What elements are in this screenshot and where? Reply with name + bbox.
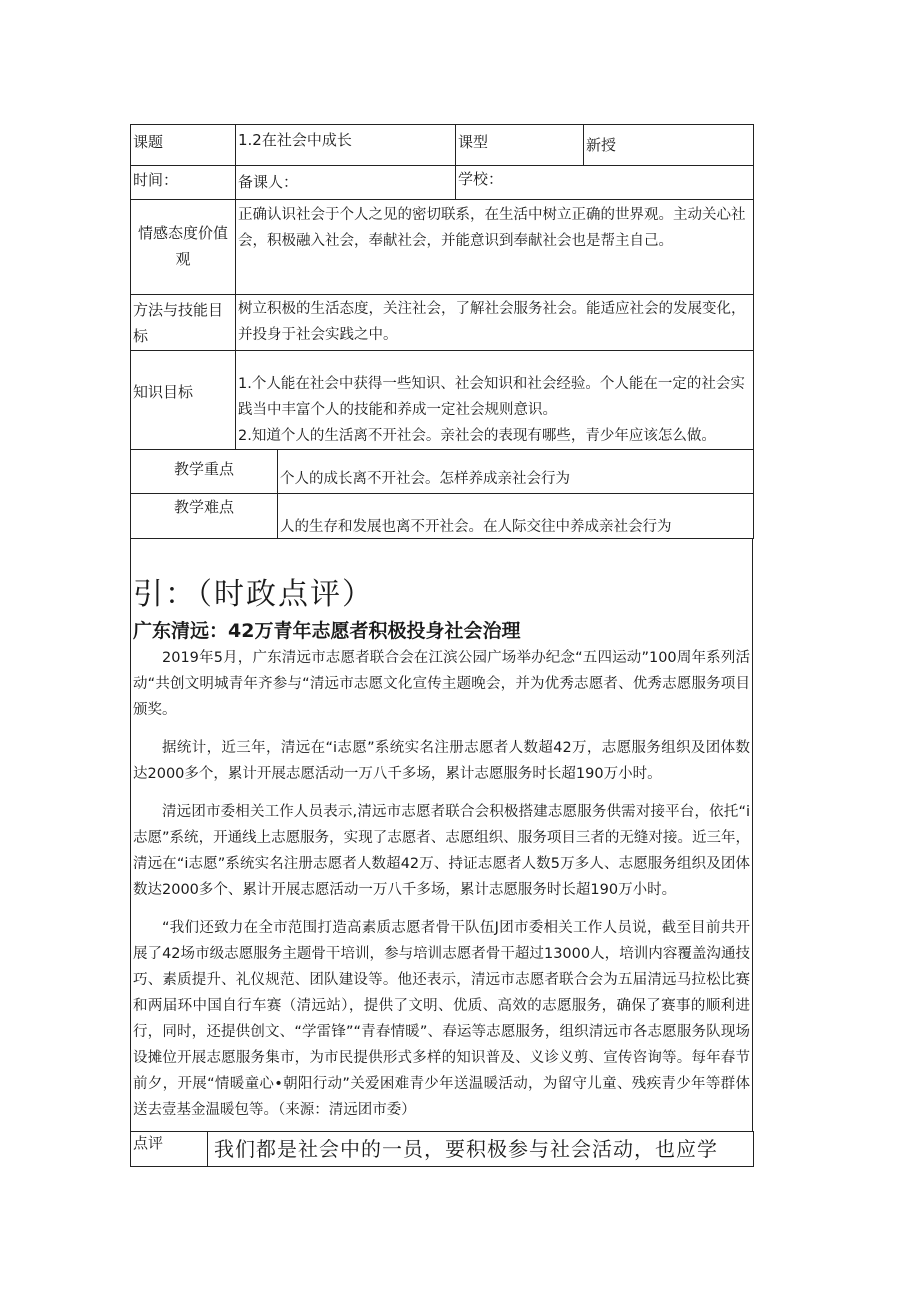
news-paragraph: 据统计，近三年，清远在“i志愿”系统实名注册志愿者人数超42万，志愿服务组织及团体数达2000多个，累计开展志愿活动一万八千多场，累计志愿服务时长超190万小时。 <box>133 740 750 782</box>
difficulty-label: 教学难点 <box>131 494 278 539</box>
row-method <box>131 295 754 351</box>
row-knowledge <box>131 351 754 450</box>
row-key-point <box>131 450 754 494</box>
key-point-text: 个人的成长离不开社会。怎样养成亲社会行为 <box>278 450 754 494</box>
difficulty-text: 人的生存和发展也离不开社会。在人际交往中养成亲社会行为 <box>278 494 754 539</box>
comment-text: 我们都是社会中的一员，要积极参与社会活动，也应学 <box>208 1132 754 1167</box>
row-subject <box>131 125 754 166</box>
knowledge-item-1: 1.个人能在社会中获得一些知识、社会知识和社会经验。个人能在一定的社会实践当中丰富个人的技能和养成一定社会规则意识。 <box>238 376 745 418</box>
row-emotion <box>131 200 754 295</box>
subject-value: 1.2在社会中成长 <box>236 125 456 166</box>
knowledge-item-2: 2.知道个人的生活离不开社会。亲社会的表现有哪些，青少年应该怎么做。 <box>238 428 716 444</box>
subject-label: 课题 <box>131 125 236 166</box>
intro-heading: 引：（时政点评） <box>133 577 374 612</box>
lesson-plan-page <box>130 124 753 1167</box>
comment-label: 点评 <box>131 1132 208 1167</box>
time-label: 时间： <box>131 166 236 200</box>
row-time <box>131 166 754 200</box>
emotion-text: 正确认识社会于个人之见的密切联系，在生活中树立正确的世界观。主动关心社会，积极融入社会，奉献社会，并能意识到奉献社会也是帮主自己。 <box>236 200 754 295</box>
school-label: 学校： <box>456 166 754 200</box>
news-paragraph: 清远团市委相关工作人员表示,清远市志愿者联合会积极搭建志愿服务供需对接平台，依托“i志愿”系统，开通线上志愿服务，实现了志愿者、志愿组织、服务项目三者的无缝对接。近三年，清远在“i志愿”系统实名注册志愿者人数超42万、持证志愿者人数5万多人、志愿服务组织及团体数达2000多个、累计开展志愿活动一万八千多场，累计志愿服务时长超190万小时。 <box>133 804 750 898</box>
key-point-label: 教学重点 <box>131 450 278 494</box>
knowledge-label: 知识目标 <box>131 351 236 450</box>
news-paragraph: 2019年5月，广东清远市志愿者联合会在江滨公园广场举办纪念“五四运动”100周年系列活动“共创文明城青年齐参与“清远市志愿文化宣传主题晚会，并为优秀志愿者、优秀志愿服务项目颁奖。 <box>133 650 750 718</box>
method-text: 树立积极的生活态度，关注社会，了解社会服务社会。能适应社会的发展变化，并投身于社会实践之中。 <box>236 295 754 351</box>
type-value: 新授 <box>584 125 754 166</box>
row-difficulty <box>131 494 754 539</box>
news-paragraph: “我们还致力在全市范围打造高素质志愿者骨干队伍J团市委相关工作人员说，截至目前共开展了42场市级志愿服务主题骨干培训，参与培训志愿者骨干超过13000人，培训内容覆盖沟通技巧、素质提升、礼仪规范、团队建设等。他还表示，清远市志愿者联合会为五届清远马拉松比赛和两届环中国自行车赛（清远站），提供了文明、优质、高效的志愿服务，确保了赛事的顺利进行，同时，还提供创文、“学雷锋”“青春情暖”、春运等志愿服务，组织清远市各志愿服务队现场设摊位开展志愿服务集市，为市民提供形式多样的知识普及、义诊义剪、宣传咨询等。每年春节前夕，开展“情暖童心•朝阳行动”关爱困难青少年送温暖活动，为留守儿童、残疾青少年等群体送去壹基金温暖包等。（来源：清远团市委） <box>133 920 750 1118</box>
preparer-label: 备课人： <box>236 166 456 200</box>
method-label: 方法与技能目标 <box>131 295 236 351</box>
lesson-info-table <box>130 124 754 539</box>
comment-table <box>130 1131 754 1167</box>
emotion-label: 情感态度价值观 <box>131 200 236 295</box>
type-label: 课型 <box>456 125 584 166</box>
knowledge-text <box>236 351 754 450</box>
news-title: 广东清远：42万青年志愿者积极投身社会治理 <box>133 620 521 642</box>
intro-section <box>130 539 753 1131</box>
